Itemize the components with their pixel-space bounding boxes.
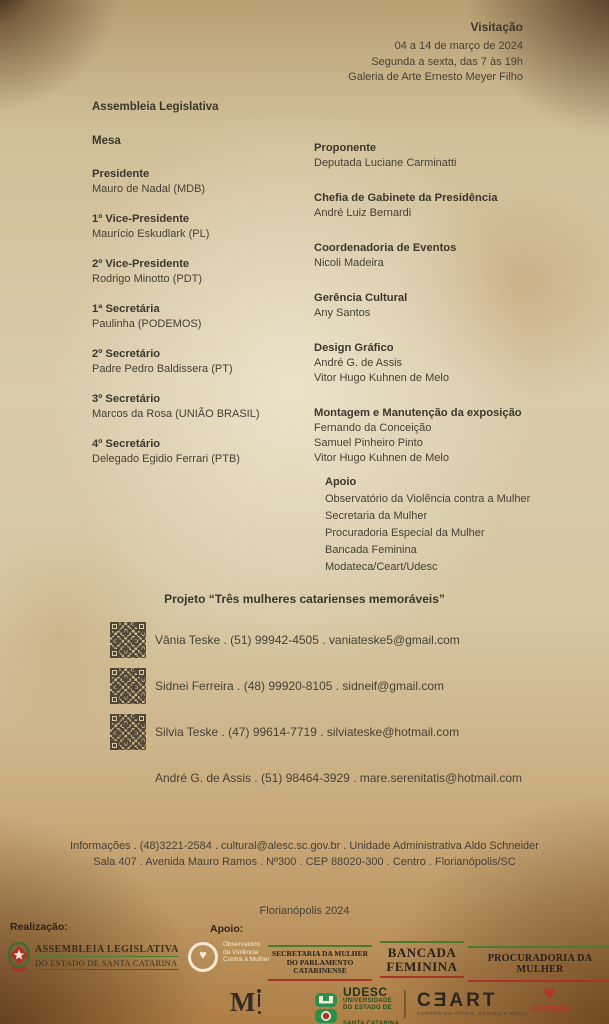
city-year: Florianópolis 2024 xyxy=(259,905,350,917)
apoio-label: Apoio: xyxy=(210,923,244,935)
ceart-name: CƎART xyxy=(417,990,498,1011)
heart-circle-icon: ♥ xyxy=(188,942,218,972)
udesc-line: SANTA CATARINA xyxy=(343,1021,399,1024)
credit-entry xyxy=(314,191,570,221)
contact-row xyxy=(110,622,522,658)
apoio-title: Apoio xyxy=(325,476,357,488)
credit-entry xyxy=(314,291,570,321)
secretaria-line: SECRETARIA DA MULHER xyxy=(271,949,369,958)
person-name: Any Santos xyxy=(314,307,371,319)
bancada-feminina-logo xyxy=(380,941,464,978)
realizacao-label: Realização: xyxy=(10,921,68,933)
credit-entry xyxy=(92,347,310,377)
role-label: 1º Vice-Presidente xyxy=(92,213,190,225)
person-name: Maurício Eskudlark (PL) xyxy=(92,228,210,240)
secretaria-mulher-logo xyxy=(268,945,372,981)
info-line: Sala 407 . Avenida Mauro Ramos . Nº300 . CEP 88020-300 . Centro . Florianópolis/SC xyxy=(93,856,516,868)
role-label: Proponente xyxy=(314,142,377,154)
person-figure-icon xyxy=(255,987,262,1017)
person-name: Fernando da Conceição xyxy=(314,422,432,434)
role-label: 3º Secretário xyxy=(92,393,161,405)
mesa-column xyxy=(92,101,310,482)
qr-code-icon xyxy=(110,668,146,704)
observatorio-line: Contra a Mulher xyxy=(223,956,270,963)
modateca-letter: M xyxy=(230,987,256,1017)
apoio-item: Bancada Feminina xyxy=(325,544,417,556)
udesc-line: UNIVERSIDADE xyxy=(343,998,392,1004)
credit-entry xyxy=(92,167,310,197)
contante-logo xyxy=(530,984,569,1013)
heart-icon: ♥ xyxy=(543,982,556,1005)
alesc-crest-icon xyxy=(8,942,30,972)
info-block xyxy=(0,838,609,870)
credit-entry xyxy=(314,241,570,271)
ceart-logo xyxy=(417,991,528,1017)
role-label: Design Gráfico xyxy=(314,342,394,354)
credit-entry xyxy=(92,392,310,422)
person-name: Paulinha (PODEMOS) xyxy=(92,318,202,330)
contante-name: Contante xyxy=(530,1003,569,1013)
visitation-gallery: Galeria de Arte Ernesto Meyer Filho xyxy=(348,71,523,83)
credit-entry xyxy=(92,302,310,332)
alesc-name: ASSEMBLEIA LEGISLATIVA xyxy=(35,944,179,955)
role-label: 2º Vice-Presidente xyxy=(92,258,190,270)
role-label: Presidente xyxy=(92,168,150,180)
role-label: 2º Secretário xyxy=(92,348,161,360)
visitation-title: Visitação xyxy=(470,20,523,34)
staff-column xyxy=(314,141,570,486)
qr-code-icon xyxy=(110,622,146,658)
apoio-item: Observatório da Violência contra a Mulher xyxy=(325,493,531,505)
procuradoria-mulher-logo xyxy=(468,946,609,982)
role-label: Gerência Cultural xyxy=(314,292,408,304)
udesc-logo xyxy=(314,986,399,1024)
apoio-item: Secretaria da Mulher xyxy=(325,510,428,522)
role-label: 1ª Secretária xyxy=(92,303,160,315)
udesc-shield-icon xyxy=(314,993,338,1024)
org-title: Assembleia Legislativa xyxy=(92,101,219,113)
contact-row xyxy=(110,714,522,750)
contact-text: Vânia Teske . (51) 99942-4505 . vaniateske5@gmail.com xyxy=(155,633,460,647)
role-label: Chefia de Gabinete da Presidência xyxy=(314,192,498,204)
credit-entry xyxy=(92,212,310,242)
observatorio-line: da Violência xyxy=(223,948,259,956)
role-label: 4º Secretário xyxy=(92,438,161,450)
person-name: Vitor Hugo Kuhnen de Melo xyxy=(314,372,449,384)
observatorio-sub: SANTA CATARINA xyxy=(223,965,268,971)
contact-row xyxy=(110,760,522,796)
visitation-dates: 04 a 14 de março de 2024 xyxy=(394,40,523,52)
project-title: Projeto “Três mulheres catarienses memoráveis” xyxy=(164,592,445,606)
person-name: Marcos da Rosa (UNIÃO BRASIL) xyxy=(92,408,260,420)
qr-code-icon xyxy=(110,714,146,750)
person-name: Deputada Luciane Carminatti xyxy=(314,157,457,169)
alesc-subname: DO ESTADO DE SANTA CATARINA xyxy=(35,958,178,968)
bancada-line: FEMININA xyxy=(386,958,458,974)
contact-text: Sidnei Ferreira . (48) 99920-8105 . sidneif@gmail.com xyxy=(155,679,444,693)
person-name: Rodrigo Minotto (PDT) xyxy=(92,273,203,285)
secretaria-line: DO PARLAMENTO xyxy=(286,957,354,967)
udesc-line: DO ESTADO DE xyxy=(343,1005,392,1011)
secretaria-line: CATARINENSE xyxy=(293,966,347,975)
apoio-list xyxy=(325,474,585,576)
person-name: André G. de Assis xyxy=(314,357,403,369)
modateca-logo xyxy=(230,987,262,1017)
person-name: Samuel Pinheiro Pinto xyxy=(314,437,423,449)
logo-divider xyxy=(404,990,406,1018)
visitation-block xyxy=(348,20,523,86)
person-name: Nicoli Madeira xyxy=(314,257,384,269)
credit-entry xyxy=(314,141,570,171)
person-name: Vitor Hugo Kuhnen de Melo xyxy=(314,452,449,464)
person-name: Padre Pedro Baldissera (PT) xyxy=(92,363,233,375)
ceart-subtitle: CENTRO DE ARTES, DESIGN E MODA xyxy=(417,1012,528,1017)
apoio-item: Modateca/Ceart/Udesc xyxy=(325,561,438,573)
person-name: André Luiz Bernardi xyxy=(314,207,412,219)
contacts-block xyxy=(110,622,522,806)
role-label: Coordenadoria de Eventos xyxy=(314,242,457,254)
bancada-line: BANCADA xyxy=(387,945,457,960)
credit-entry xyxy=(314,406,570,466)
person-name: Mauro de Nadal (MDB) xyxy=(92,183,206,195)
apoio-item: Procuradoria Especial da Mulher xyxy=(325,527,485,539)
credit-entry xyxy=(314,341,570,386)
info-line: Informações . (48)3221-2584 . cultural@alesc.sc.gov.br . Unidade Administrativa Aldo Schneider xyxy=(70,840,539,852)
observatorio-line: Observatório xyxy=(223,941,261,948)
alesc-logo xyxy=(8,942,179,972)
mesa-title: Mesa xyxy=(92,135,121,147)
credit-entry xyxy=(92,257,310,287)
credit-entry xyxy=(92,437,310,467)
person-name: Delegado Egidio Ferrari (PTB) xyxy=(92,453,240,465)
udesc-name: UDESC xyxy=(343,985,388,999)
qr-spacer xyxy=(110,760,146,796)
contact-text: André G. de Assis . (51) 98464-3929 . mare.serenitatis@hotmail.com xyxy=(155,771,523,785)
contact-row xyxy=(110,668,522,704)
procuradoria-label: PROCURADORIA DA MULHER xyxy=(487,953,593,975)
observatorio-logo xyxy=(188,941,270,972)
visitation-hours: Segunda a sexta, das 7 às 19h xyxy=(371,55,523,68)
contact-text: Silvia Teske . (47) 99614-7719 . silviateske@hotmail.com xyxy=(155,725,460,739)
role-label: Montagem e Manutenção da exposição xyxy=(314,407,522,419)
